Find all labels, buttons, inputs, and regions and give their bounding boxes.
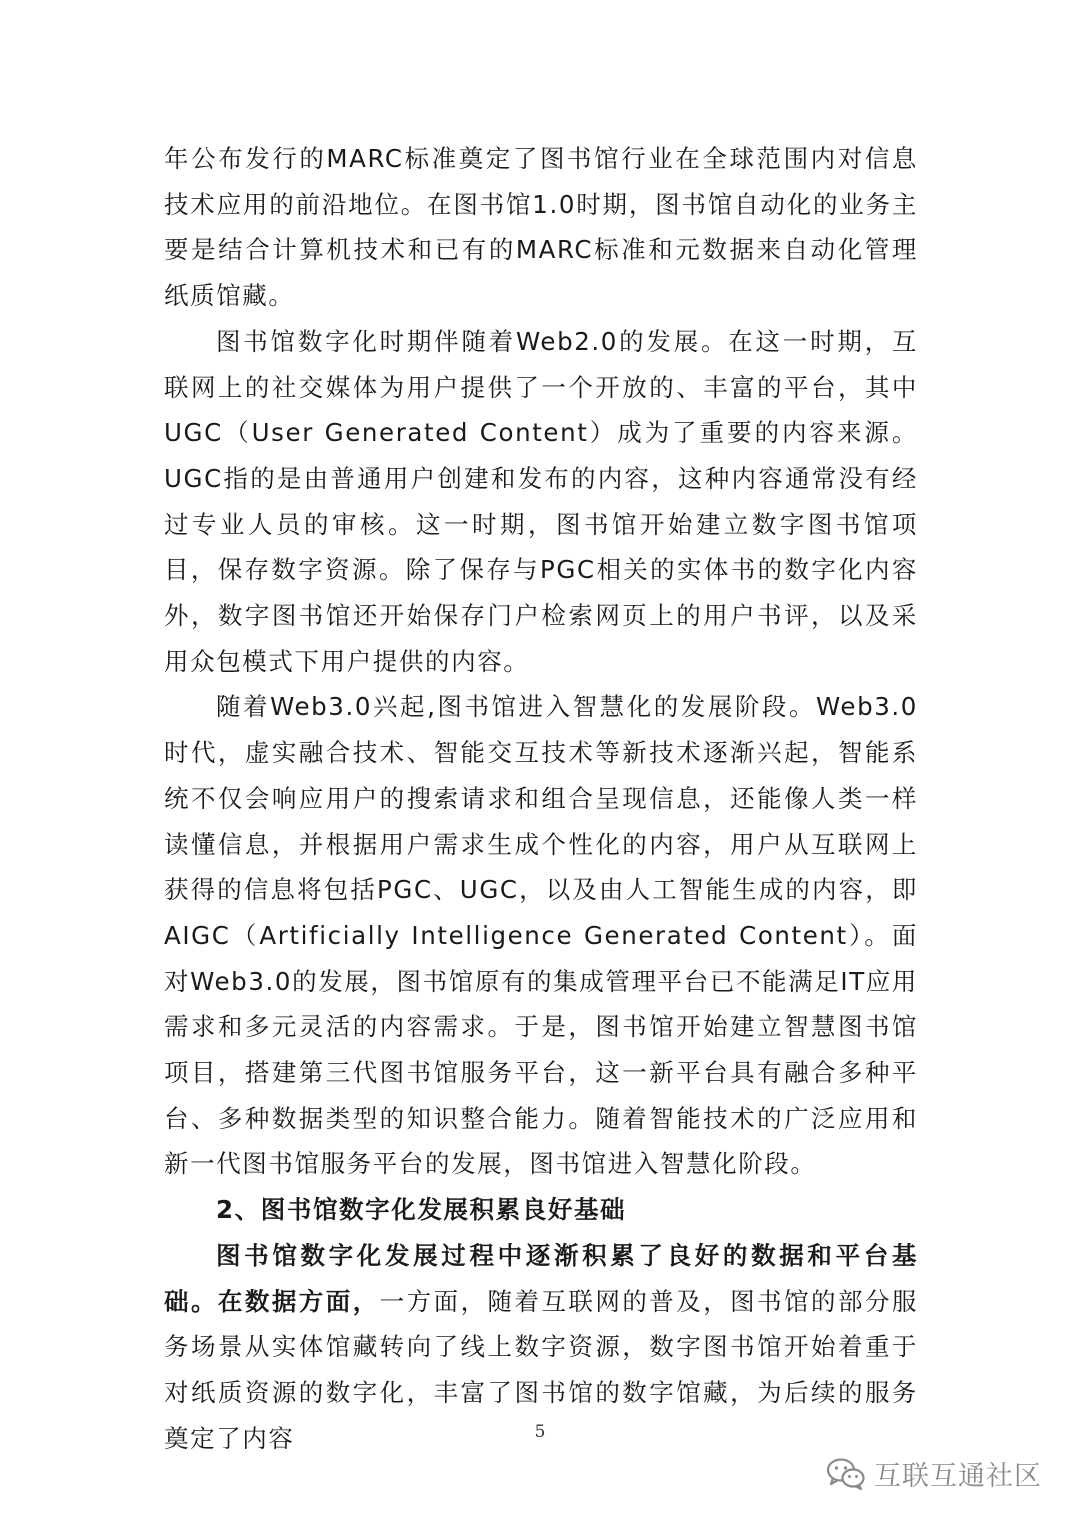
page-number: 5 xyxy=(534,1422,546,1442)
watermark-text: 互联互通社区 xyxy=(874,1461,1042,1492)
paragraph-digital-era: 图书馆数字化时期伴随着Web2.0的发展。在这一时期，互联网上的社交媒体为用户提供了一个开放的、丰富的平台，其中UGC（User Generated Content）成为了重要的内容来源。UGC指的是由普通用户创建和发布的内容，这种内容通常没有经过专业人员的审核。这一时期，图书馆开始建立数字图书馆项目，保存数字资源。除了保存与PGC相关的实体书的数字化内容外，数字图书馆还开始保存门户检索网页上的用户书评，以及采用众包模式下用户提供的内容。 xyxy=(164,326,918,676)
watermark xyxy=(826,1454,1042,1493)
wechat-icon xyxy=(826,1457,866,1491)
document-body xyxy=(164,136,918,1461)
bold-inline-phrase: 在数据方面， xyxy=(217,1286,380,1316)
bold-lead-sentence: 图书馆数字化发展过程中逐渐积累了良好的数据和平台基础。 xyxy=(164,1240,918,1316)
paragraph-library-1-0: 年公布发行的MARC标准奠定了图书馆行业在全球范围内对信息技术应用的前沿地位。在图书馆1.0时期，图书馆自动化的业务主要是结合计算机技术和已有的MARC标准和元数据来自动化管理纸质馆藏。 xyxy=(164,144,918,311)
section-heading: 2、图书馆数字化发展积累良好基础 xyxy=(216,1195,627,1225)
paragraph-smart-era: 随着Web3.0兴起,图书馆进入智慧化的发展阶段。Web3.0时代，虚实融合技术、智能交互技术等新技术逐渐兴起，智能系统不仅会响应用户的搜索请求和组合呈现信息，还能像人类一样读懂信息，并根据用户需求生成个性化的内容，用户从互联网上获得的信息将包括PGC、UGC，以及由人工智能生成的内容，即AIGC（Artificially Intelligence Generated Content）。面对Web3.0的发展，图书馆原有的集成管理平台已不能满足IT应用需求和多元灵活的内容需求。于是，图书馆开始建立智慧图书馆项目，搭建第三代图书馆服务平台，这一新平台具有融合多种平台、多种数据类型的知识整合能力。随着智能技术的广泛应用和新一代图书馆服务平台的发展，图书馆进入智慧化阶段。 xyxy=(164,692,918,1179)
paragraph-body-text: 一方面，随着互联网的普及，图书馆的部分服务场景从实体馆藏转向了线上数字资源，数字图书馆开始着重于对纸质资源的数字化，丰富了图书馆的数字馆藏，为后续的服务奠定了内容 xyxy=(164,1286,919,1453)
